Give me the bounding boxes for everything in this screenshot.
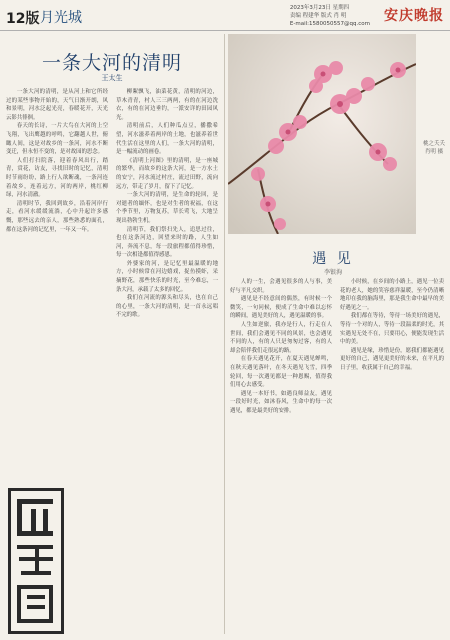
left-article-column-1 [6, 88, 108, 488]
left-article-title: 一条大河的清明 [41, 52, 182, 74]
section-title: 月光城 [40, 10, 82, 26]
blossom-image [228, 34, 416, 234]
paragraph: 人的一生，会遇见很多的人与事，美好与平凡交织。 [230, 279, 332, 294]
paragraph: 清明节，我们祭扫先人，追思过往，也在这条河边，回望来时的路，人生如河，奔流不息，每一段旅程都值得珍惜，每一次相逢都值得感恩。 [116, 226, 218, 259]
paragraph: 清明前后，人们种瓜点豆，播撒希望，河水滋养着两岸的土地，也滋养着世代生活在这里的人们，一条大河的清明，是一幅流动的画卷。 [116, 123, 218, 156]
paragraph: 清明时节，我回到故乡，沿着河岸行走，看河水缓缓流淌，心中升起许多感慨，那些远去的亲人，那些熟悉的面孔，都在这条河的记忆里，一年又一年。 [6, 200, 108, 233]
paragraph: 《清明上河图》里的清明，是一座城的繁华，而故乡的这条大河，是一方水土的安宁，河水流过村庄，流过田野，流向远方，带走了岁月，留下了记忆。 [116, 157, 218, 190]
masthead-info [290, 4, 370, 28]
left-article-author: 王太生 [101, 74, 123, 82]
masthead [0, 0, 450, 31]
paragraph: 外婆家的河，是记忆里最温暖的地方，小时候常在河边嬉戏，捉鱼摸虾，采摘野花，那些快乐的时光，至今难忘，一条大河，承载了太多的回忆。 [116, 260, 218, 293]
paragraph: 一条大河的清明，是生命的轮回，是对逝者的缅怀，也是对生者的祝福，在这个季节里，万物复苏，草长莺飞，大地呈现出勃勃生机。 [116, 192, 218, 224]
paragraph: 小时候，在乡间的小路上，遇见一位卖花的老人，她的笑容慈祥温暖，至今仍清晰地印在我的脑海里，那是我生命中最早的美好遇见之一。 [340, 279, 444, 311]
paragraph: 遇见一本好书，如遇良师益友，遇见一段好时光，如沐春风，生命中的每一次遇见，都是最美好的安排。 [230, 390, 332, 414]
paragraph: 我们在河流的源头和尽头，也在自己的心里，一条大河的清明，是一首永远唱不完的歌。 [116, 295, 218, 319]
paragraph: 我们都在等待，等待一场美好的遇见，等待一个对的人，等待一段温柔的时光，其实遇见无处不在，只要用心，便能发现生活中的美。 [340, 313, 444, 346]
right-article-column-1 [230, 278, 332, 634]
paragraph: 遇见是缘，珍惜是份，愿我们都能遇见更好的自己，遇见更美好的未来，在平凡的日子里，收获属于自己的幸福。 [340, 347, 444, 371]
paragraph: 柳絮飘飞，油菜花黄，清明的河边，草木青青，村人三三两两，有的在河边洗衣，有的在河边垂钓，一派安详的田园风光。 [116, 89, 218, 121]
paragraph: 一条大河的清明，是从河上和它所经过的某些事物开始的，天气日渐开朗，风和景明，河水泛起光亮，春暖花开，天光云影共徘徊。 [6, 89, 108, 121]
paragraph: 人们打扫院落，迎着春风出行，踏青，赏花，访友，寻找旧时的记忆，清明时节雨纷纷，路上行人欲断魂，一条河连着故乡，连着远方，河的两岸，桃红柳绿，河水清澈。 [6, 157, 108, 199]
column-divider [224, 34, 225, 634]
paragraph: 春天的长诗，一片大鸟在大河的上空飞翔，飞出鹰越的呼鸣，它翻越人世，俯瞰人间，这是对故乡的一条河，河水不断变迁，但永恒不变的，是对故园的思念。 [6, 123, 108, 156]
paragraph: 在春天遇见花开，在夏天遇见蝉鸣，在秋天遇见落叶，在冬天遇见飞雪，四季轮回，每一次遇见都是一种恩赐，值得我们用心去感受。 [230, 356, 332, 389]
right-article-title: 遇 见 [312, 251, 354, 267]
issue-date: 2023年3月23日 星期四 [289, 5, 350, 11]
photo-caption: 桃之夭夭 肖明 摄 [422, 141, 445, 155]
seal-stamp [8, 488, 64, 634]
page-number: 12版 [6, 11, 40, 27]
newspaper-logo: 安庆晚报 [384, 8, 444, 24]
paragraph: 遇见是不经意间的偶然，有时候一个微笑，一句问候，便成了生命中难以忘怀的瞬间，遇见美好的人，遇见温暖的事。 [230, 296, 332, 320]
editor-line: 责编 程建华 版式 肖 明 [289, 13, 347, 19]
photo-peach-blossoms [228, 34, 416, 234]
seal-stamp-graphic [11, 491, 61, 631]
right-article-column-2 [340, 278, 444, 634]
email-line: E-mail:1580050557@qq.com [289, 21, 370, 27]
left-article-column-2 [116, 88, 218, 634]
paragraph: 人生如逆旅，我亦是行人，行走在人世间，我们会遇见不同的风景，也会遇见不同的人，有的人只是匆匆过客，有的人却会陪伴我们走很远的路。 [230, 321, 332, 354]
right-article-author: 李银洵 [323, 269, 342, 276]
